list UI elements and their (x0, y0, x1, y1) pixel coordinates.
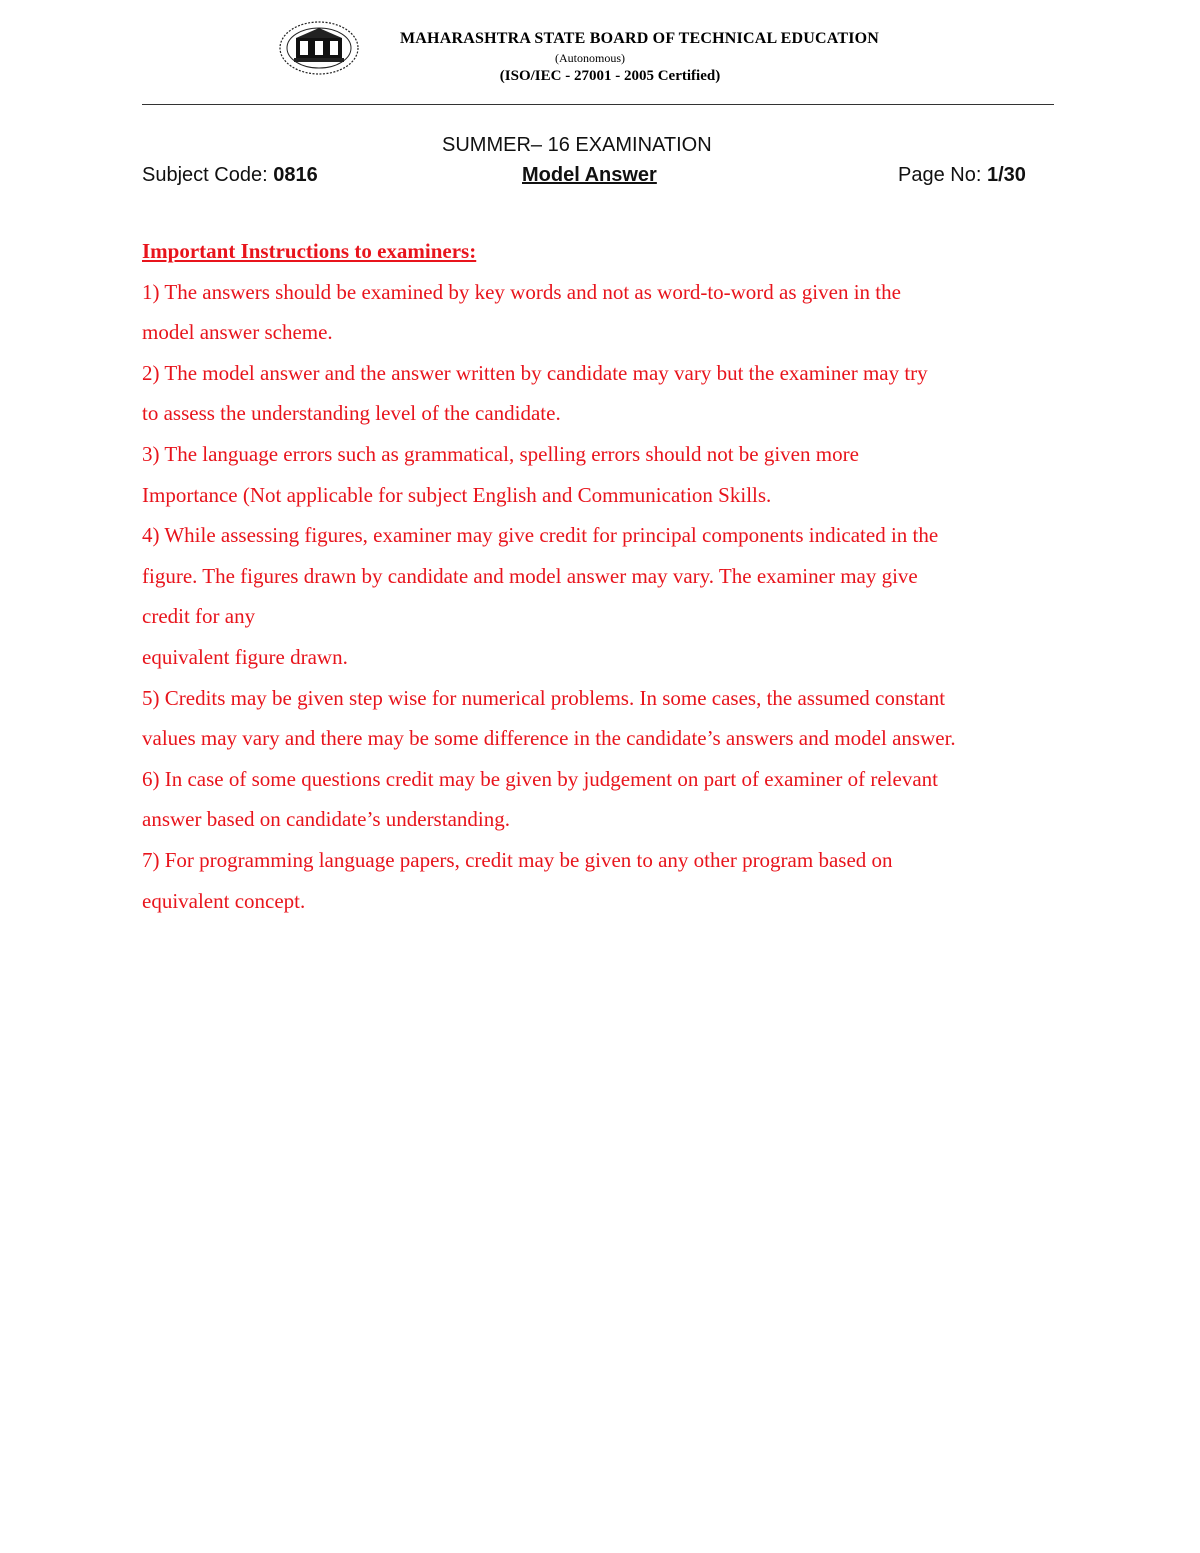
instructions-block (142, 231, 1072, 921)
page-number-value: 1/30 (986, 164, 1026, 186)
instruction-line: equivalent concept. (142, 888, 306, 913)
instruction-line: answer based on candidate’s understanding. (142, 807, 510, 832)
subject-code (142, 164, 318, 187)
instruction-line: credit for any (142, 604, 256, 629)
autonomous-label: (Autonomous) (555, 51, 625, 65)
instruction-line: 1) The answers should be examined by key words and not as word-to-word as given in the (142, 279, 901, 304)
instructions-heading: Important Instructions to examiners: (142, 239, 477, 263)
subject-code-label: Subject Code: (142, 164, 268, 186)
page-number (898, 164, 1026, 187)
instruction-line: 2) The model answer and the answer written by candidate may vary but the examiner may try (142, 360, 928, 385)
instruction-line: 7) For programming language papers, credit may be given to any other program based on (142, 847, 893, 872)
model-answer-title: Model Answer (522, 164, 657, 186)
instruction-line: equivalent figure drawn. (142, 644, 348, 669)
instruction-line: Importance (Not applicable for subject English and Communication Skills. (142, 482, 772, 507)
instruction-line: values may vary and there may be some difference in the candidate’s answers and model answer. (142, 726, 956, 751)
instruction-line: figure. The figures drawn by candidate and model answer may vary. The examiner may give (142, 563, 918, 588)
organization-name: MAHARASHTRA STATE BOARD OF TECHNICAL EDUCATION (400, 30, 880, 47)
instruction-line: 4) While assessing figures, examiner may give credit for principal components indicated in the (142, 523, 939, 548)
instruction-line: to assess the understanding level of the candidate. (142, 401, 561, 426)
instruction-line: 3) The language errors such as grammatical, spelling errors should not be given more (142, 441, 859, 466)
instruction-line: 6) In case of some questions credit may be given by judgement on part of examiner of relevant (142, 766, 938, 791)
instruction-line: 5) Credits may be given step wise for numerical problems. In some cases, the assumed constant (142, 685, 946, 710)
exam-title: SUMMER– 16 EXAMINATION (442, 134, 712, 156)
header-divider (142, 104, 1054, 105)
certification-label: (ISO/IEC - 27001 - 2005 Certified) (499, 68, 721, 84)
subject-code-value: 0816 (273, 164, 318, 186)
page-number-label: Page No: (898, 164, 982, 186)
msbte-seal-logo (278, 20, 360, 76)
instruction-line: model answer scheme. (142, 320, 333, 345)
